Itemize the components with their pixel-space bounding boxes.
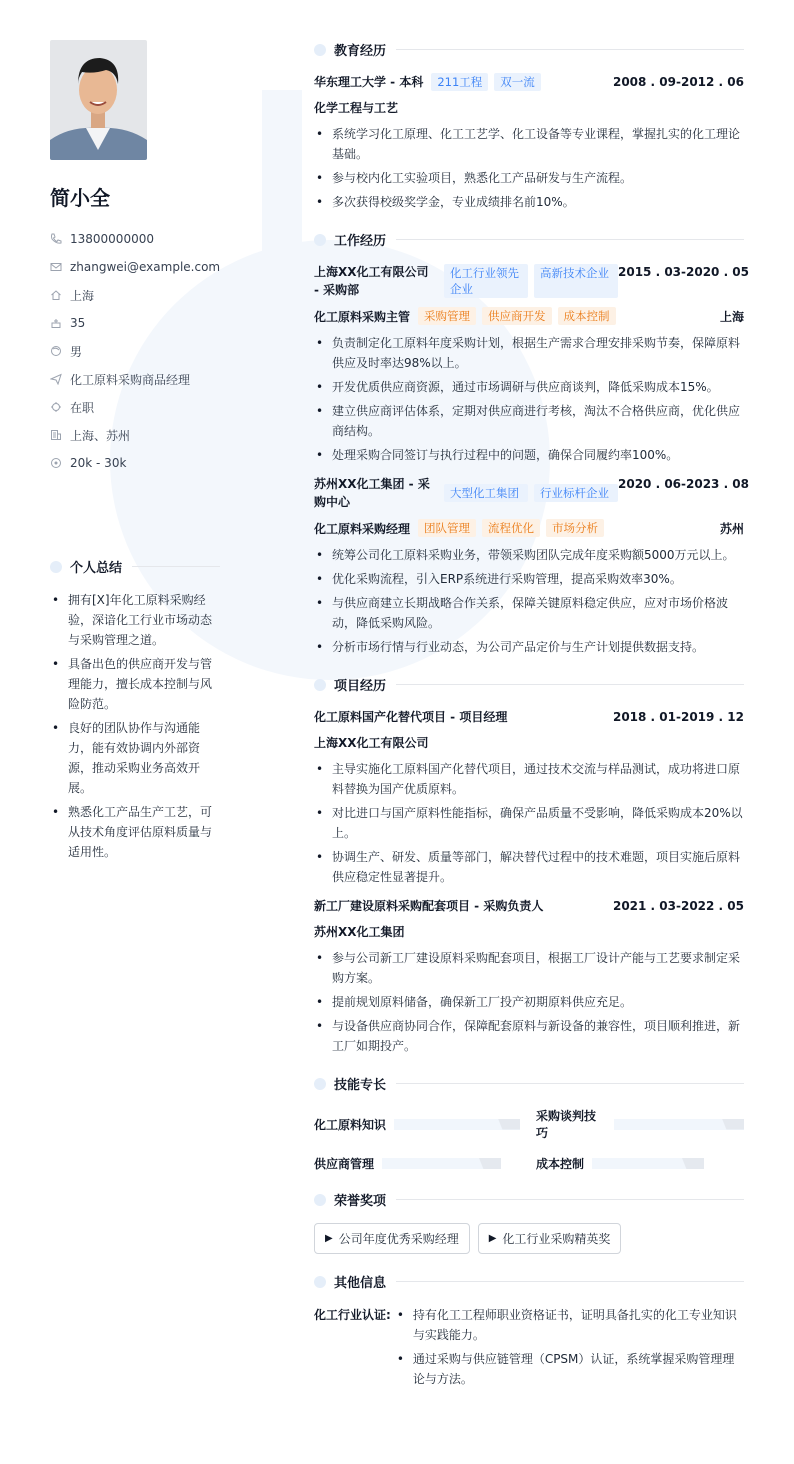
contact-info-text: 上海 <box>70 288 95 303</box>
other-header <box>314 1272 744 1291</box>
project-entry <box>314 708 744 887</box>
project-org: 苏州XX化工集团 <box>314 925 405 939</box>
status-icon <box>50 401 62 413</box>
education-header <box>314 40 744 59</box>
contact-info-row <box>50 253 220 281</box>
skill-tag: 采购管理 <box>418 307 476 325</box>
skill-level-cap <box>722 1119 744 1130</box>
work-date: 2020 . 06-2023 . 08 <box>618 477 750 491</box>
play-icon: ▶ <box>488 1233 497 1244</box>
award-name: 公司年度优秀采购经理 <box>338 1232 459 1246</box>
contact-info-text: 在职 <box>70 400 95 415</box>
job-duties <box>314 545 744 657</box>
company-tags <box>444 484 618 502</box>
send-icon <box>50 373 62 385</box>
section-dot-icon <box>50 561 62 573</box>
home-icon <box>50 289 62 301</box>
company-name: 苏州XX化工集团 - 采购中心 <box>314 477 430 509</box>
skill-tag: 市场分析 <box>546 519 604 537</box>
certification-list <box>395 1305 744 1393</box>
certification-item: • 持有化工工程师职业资格证书，证明具备扎实的化工专业知识与实践能力。 <box>395 1305 744 1345</box>
summary-title: 个人总结 <box>70 561 123 576</box>
school-tag: 双一流 <box>494 73 541 91</box>
contact-info-row <box>50 309 220 337</box>
skills-section <box>314 1074 744 1172</box>
project-detail-item: • 主导实施化工原料国产化替代项目，通过技术交流与样品测试，成功将进口原料替换为国产优质原料。 <box>314 759 744 799</box>
skill-list <box>314 1107 744 1172</box>
avatar <box>50 40 147 160</box>
project-date: 2018 . 01-2019 . 12 <box>612 710 744 724</box>
major-name: 化学工程与工艺 <box>314 101 399 115</box>
education-detail-item: • 系统学习化工原理、化工工艺学、化工设备等专业课程，掌握扎实的化工理论基础。 <box>314 124 744 164</box>
contact-info-row <box>50 421 220 449</box>
job-duty-item: • 建立供应商评估体系，定期对供应商进行考核，淘汰不合格供应商，优化供应商结构。 <box>314 401 744 441</box>
skill-level-bar <box>394 1119 520 1130</box>
projects-title: 项目经历 <box>334 679 387 694</box>
skill-level-cap <box>498 1119 520 1130</box>
work-entry <box>314 475 750 657</box>
education-title: 教育经历 <box>334 44 387 59</box>
job-location: 苏州 <box>719 521 744 536</box>
work-title: 工作经历 <box>334 234 387 249</box>
skill-tag: 流程优化 <box>482 519 540 537</box>
job-position: 化工原料采购主管 <box>314 309 411 324</box>
contact-info-text: zhangwei@example.com <box>70 260 221 274</box>
section-divider <box>396 49 744 50</box>
school-name: 华东理工大学 - 本科 <box>314 75 424 89</box>
certification-label: 化工行业认证: <box>314 1308 391 1322</box>
job-duty-item: • 与供应商建立长期战略合作关系，保障关键原料稳定供应，应对市场价格波动，降低采购风险。 <box>314 593 744 633</box>
education-detail-item: • 多次获得校级奖学金，专业成绩排名前10%。 <box>314 192 744 212</box>
job-duty-item: • 处理采购合同签订与执行过程中的问题，确保合同履约率100%。 <box>314 445 744 465</box>
skill-name: 供应商管理 <box>314 1157 375 1171</box>
job-duty-item: • 优化采购流程，引入ERP系统进行采购管理，提高采购效率30%。 <box>314 569 744 589</box>
skill-tags <box>418 307 616 325</box>
skill-tags <box>418 519 604 537</box>
summary-section <box>50 557 220 862</box>
project-detail-item: • 与设备供应商协同合作，保障配套原料与新设备的兼容性，项目顺利推进，新工厂如期投产。 <box>314 1016 744 1056</box>
mail-icon <box>50 261 62 273</box>
job-duty-item: • 负责制定化工原料年度采购计划，根据生产需求合理安排采购节奏，保障原料供应及时率达98%以上。 <box>314 333 744 373</box>
summary-item: • 熟悉化工产品生产工艺，可从技术角度评估原料质量与适用性。 <box>50 802 220 862</box>
summary-header <box>50 557 220 576</box>
salary-icon <box>50 457 62 469</box>
job-duty-item: • 开发优质供应商资源，通过市场调研与供应商谈判，降低采购成本15%。 <box>314 377 744 397</box>
candidate-name: 简小全 <box>50 186 110 210</box>
company-tag: 行业标杆企业 <box>534 484 618 502</box>
education-date: 2008 . 09-2012 . 06 <box>612 75 744 89</box>
other-section <box>314 1272 744 1393</box>
project-date: 2021 . 03-2022 . 05 <box>612 899 744 913</box>
honors-header <box>314 1190 744 1209</box>
job-duty-item: • 统筹公司化工原料采购业务，带领采购团队完成年度采购额5000万元以上。 <box>314 545 744 565</box>
gender-icon <box>50 345 62 357</box>
skill-name: 成本控制 <box>536 1157 585 1171</box>
work-header <box>314 230 744 249</box>
contact-info-row <box>50 281 220 309</box>
contact-info-text: 上海、苏州 <box>70 428 131 443</box>
award-badge <box>478 1223 622 1254</box>
certification-item: • 通过采购与供应链管理（CPSM）认证，系统掌握采购管理理论与方法。 <box>395 1349 744 1389</box>
summary-item: • 良好的团队协作与沟通能力，能有效协调内外部资源，推动采购业务高效开展。 <box>50 718 220 798</box>
company-tags <box>444 264 618 298</box>
section-divider <box>396 239 744 240</box>
contact-info-row <box>50 449 220 477</box>
sidebar <box>50 40 220 866</box>
award-badge <box>314 1223 470 1254</box>
education-section <box>314 40 744 212</box>
building-icon <box>50 429 62 441</box>
section-dot-icon <box>314 1078 326 1090</box>
section-divider <box>396 1083 744 1084</box>
contact-info-list <box>50 225 220 477</box>
section-dot-icon <box>314 1276 326 1288</box>
background-bar <box>262 90 302 650</box>
honors-section <box>314 1190 744 1254</box>
section-dot-icon <box>314 1194 326 1206</box>
work-entry <box>314 263 750 465</box>
contact-info-text: 13800000000 <box>70 232 154 246</box>
education-details <box>314 124 744 212</box>
skill-tag: 供应商开发 <box>482 307 552 325</box>
skill-name: 化工原料知识 <box>314 1117 387 1132</box>
education-detail-item: • 参与校内化工实验项目，熟悉化工产品研发与生产流程。 <box>314 168 744 188</box>
skill-item <box>314 1107 522 1141</box>
contact-info-row <box>50 365 220 393</box>
section-divider <box>396 1199 744 1200</box>
skill-item <box>314 1155 522 1172</box>
section-dot-icon <box>314 234 326 246</box>
honors-title: 荣誉奖项 <box>334 1194 387 1209</box>
section-divider <box>132 566 220 567</box>
projects-header <box>314 675 744 694</box>
job-position: 化工原料采购经理 <box>314 521 411 536</box>
award-name: 化工行业采购精英奖 <box>502 1232 611 1246</box>
summary-item: • 拥有[X]年化工原料采购经验，深谙化工行业市场动态与采购管理之道。 <box>50 590 220 650</box>
contact-info-row <box>50 337 220 365</box>
section-divider <box>396 684 744 685</box>
contact-info-text: 男 <box>70 344 83 359</box>
contact-info-text: 20k - 30k <box>70 456 127 470</box>
project-details <box>314 948 744 1056</box>
project-detail-item: • 提前规划原料储备，确保新工厂投产初期原料供应充足。 <box>314 992 744 1012</box>
school-tag: 211工程 <box>431 73 488 91</box>
project-entry <box>314 897 744 1056</box>
skill-name: 采购谈判技巧 <box>536 1109 597 1140</box>
project-org: 上海XX化工有限公司 <box>314 736 429 750</box>
contact-info-text: 35 <box>70 316 86 330</box>
section-dot-icon <box>314 679 326 691</box>
skills-title: 技能专长 <box>334 1078 387 1093</box>
skill-tag: 团队管理 <box>418 519 476 537</box>
project-name: 化工原料国产化替代项目 - 项目经理 <box>314 710 508 724</box>
summary-item: • 具备出色的供应商开发与管理能力，擅长成本控制与风险防范。 <box>50 654 220 714</box>
job-duty-item: • 分析市场行情与行业动态，为公司产品定价与生产计划提供数据支持。 <box>314 637 744 657</box>
skill-level-bar <box>382 1158 501 1169</box>
contact-info-row <box>50 393 220 421</box>
company-tag: 大型化工集团 <box>444 484 528 502</box>
section-divider <box>396 1281 744 1282</box>
job-duties <box>314 333 744 465</box>
award-list <box>314 1223 744 1254</box>
skill-level-cap <box>682 1158 704 1169</box>
contact-info-text: 化工原料采购商品经理 <box>70 372 191 387</box>
skill-level-bar <box>592 1158 704 1169</box>
project-details <box>314 759 744 887</box>
projects-section <box>314 675 744 1056</box>
project-list <box>314 708 744 1056</box>
phone-icon <box>50 233 62 245</box>
work-date: 2015 . 03-2020 . 05 <box>618 265 750 279</box>
work-list <box>314 263 750 657</box>
work-section <box>314 230 750 657</box>
project-detail-item: • 协调生产、研发、质量等部门，解决替代过程中的技术难题，项目实施后原料供应稳定性显著提升。 <box>314 847 744 887</box>
skill-item <box>536 1107 744 1141</box>
contact-info-row <box>50 225 220 253</box>
play-icon: ▶ <box>325 1233 333 1244</box>
main-content <box>314 40 750 1411</box>
skill-item <box>536 1155 744 1172</box>
other-title: 其他信息 <box>334 1276 387 1291</box>
school-tags <box>431 73 540 91</box>
summary-list <box>50 590 220 862</box>
company-tag: 化工行业领先企业 <box>444 264 528 298</box>
skills-header <box>314 1074 744 1093</box>
project-detail-item: • 对比进口与国产原料性能指标，确保产品质量不受影响，降低采购成本20%以上。 <box>314 803 744 843</box>
age-icon <box>50 317 62 329</box>
project-name: 新工厂建设原料采购配套项目 - 采购负责人 <box>314 899 544 913</box>
skill-tag: 成本控制 <box>558 307 616 325</box>
company-tag: 高新技术企业 <box>534 264 618 298</box>
company-name: 上海XX化工有限公司 - 采购部 <box>314 265 429 297</box>
project-detail-item: • 参与公司新工厂建设原料采购配套项目，根据工厂设计产能与工艺要求制定采购方案。 <box>314 948 744 988</box>
job-location: 上海 <box>719 309 744 324</box>
section-dot-icon <box>314 44 326 56</box>
skill-level-bar <box>614 1119 744 1130</box>
skill-level-cap <box>479 1158 501 1169</box>
